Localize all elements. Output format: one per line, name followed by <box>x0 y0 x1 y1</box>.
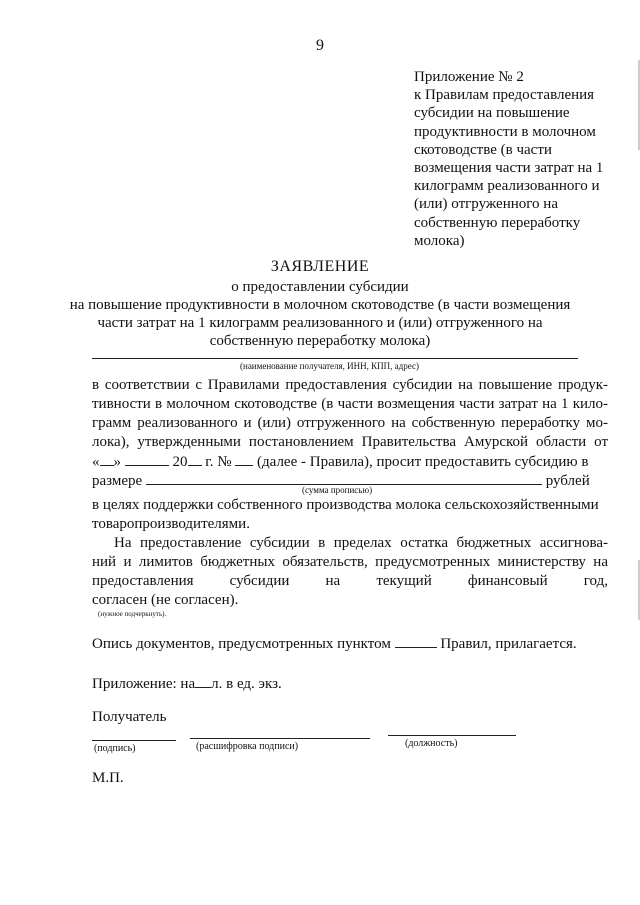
inventory-prefix: Опись документов, предусмотренных пунктом <box>92 636 391 652</box>
document-subtitle-line: собственную переработку молока) <box>209 333 431 349</box>
signature-decode-caption: (расшифровка подписи) <box>196 741 299 752</box>
decree-number-field[interactable] <box>235 453 253 466</box>
body-line: ний и лимитов бюджетных обязательств, предусмотренных министерству на <box>92 554 608 570</box>
body-line: в соответствии с Правилами предоставления субсидии на повышение продук- <box>92 377 608 393</box>
appendix-note <box>414 68 603 250</box>
recipient-label: Получатель <box>92 709 167 725</box>
date-line-rest: (далее - Правила), просит предоставить субсидию в <box>257 454 589 470</box>
body-line: в целях поддержки собственного производства молока сельскохозяйственными <box>92 497 599 513</box>
document-subtitle-line: части затрат на 1 килограмм реализованного и (или) отгруженного на <box>97 315 543 331</box>
body-line: предоставления субсидии на текущий финансовый год, <box>92 573 608 589</box>
appendix-line: субсидии на повышение <box>414 105 570 122</box>
amount-label: размере <box>92 473 143 489</box>
appendix-line: собственную переработку <box>414 214 581 231</box>
signature-decode-field[interactable] <box>190 738 370 739</box>
inventory-suffix: Правил, прилагается. <box>440 636 577 652</box>
body-line: лока), утвержденными постановлением Правительства Амурской области от <box>92 434 608 450</box>
inventory-line <box>92 635 608 653</box>
year-field[interactable] <box>188 453 202 466</box>
seal-placeholder: М.П. <box>92 770 124 786</box>
attachment-sheets-field[interactable] <box>195 675 211 688</box>
year-prefix: 20 <box>172 454 188 470</box>
position-field[interactable] <box>388 735 516 736</box>
appendix-line: Приложение № 2 <box>414 69 524 85</box>
document-subtitle-line: на повышение продуктивности в молочном скотоводстве (в части возмещения <box>69 297 571 313</box>
body-line: тивности в молочном скотоводстве (в части возмещения части затрат на 1 кило- <box>92 396 608 412</box>
recipient-caption: (наименование получателя, ИНН, КПП, адрес) <box>240 361 419 371</box>
body-line: согласен (не согласен). <box>92 592 239 608</box>
month-field[interactable] <box>125 453 169 466</box>
appendix-line: килограмм реализованного и <box>414 178 600 195</box>
attachment-line <box>92 675 608 693</box>
attachment-suffix: л. в ед. экз. <box>211 676 282 692</box>
signature-caption: (подпись) <box>94 743 136 754</box>
consent-caption: (нужное подчеркнуть). <box>98 610 167 618</box>
appendix-line: молока) <box>414 232 465 249</box>
appendix-line: возмещения части затрат на 1 <box>414 160 604 177</box>
day-field[interactable] <box>100 453 114 466</box>
recipient-field[interactable] <box>92 358 578 359</box>
body-line: грамм реализованного и (или) отгруженного на собственную переработку мо- <box>92 415 608 431</box>
year-suffix: г. № <box>205 454 232 470</box>
amount-caption: (сумма прописью) <box>302 485 373 495</box>
signature-field[interactable] <box>92 740 176 741</box>
amount-field[interactable] <box>146 472 542 485</box>
appendix-line: продуктивности в молочном <box>414 123 596 140</box>
date-open-quote: « <box>92 454 100 470</box>
attachment-prefix: Приложение: на <box>92 676 196 692</box>
body-line: товаропроизводителями. <box>92 516 250 532</box>
document-subtitle-line: о предоставлении субсидии <box>231 279 409 295</box>
appendix-line: скотоводстве (в части <box>414 141 552 158</box>
date-line <box>92 453 608 471</box>
appendix-line: к Правилам предоставления <box>414 87 595 104</box>
position-caption: (должность) <box>405 738 458 749</box>
page-number: 9 <box>316 37 324 54</box>
appendix-line: (или) отгруженного на <box>414 196 558 213</box>
body-line: На предоставление субсидии в пределах остатка бюджетных ассигнова- <box>114 535 608 551</box>
date-close-quote: » <box>113 454 121 470</box>
inventory-point-field[interactable] <box>395 635 437 648</box>
amount-currency: рублей <box>545 473 590 489</box>
document-title: ЗАЯВЛЕНИЕ <box>270 258 370 275</box>
